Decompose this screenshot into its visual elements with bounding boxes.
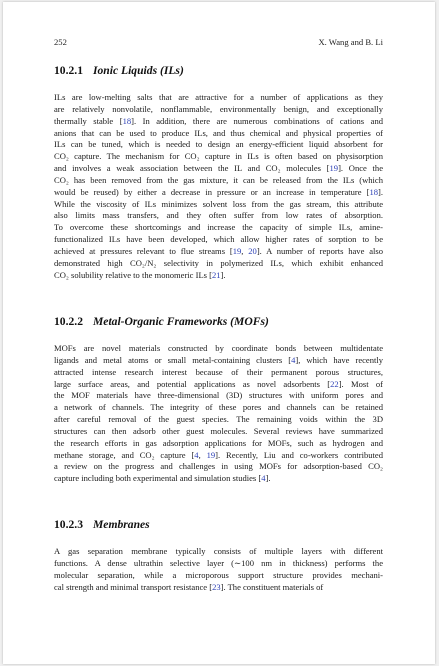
- text-run: To overcome these shortcomings and increase the capacity of simple ILs, amine-: [54, 222, 383, 233]
- text-run: a network of channels. The integrity of these pores and channels can be retained: [54, 402, 383, 413]
- text-run: CO₂ has been removed from the gas mixture, it can be released from the ILs (which: [54, 174, 383, 185]
- citation-link[interactable]: 19: [206, 449, 216, 460]
- text-run: ]. The constituent materials of: [220, 581, 324, 592]
- text-line: [54, 582, 383, 594]
- text-line: [54, 116, 383, 128]
- text-run: ,: [198, 449, 207, 460]
- text-run: thermally stable [: [54, 115, 123, 126]
- text-line: [54, 426, 383, 438]
- citation-link[interactable]: 20: [248, 245, 257, 256]
- text-run: ]. Most of: [338, 378, 384, 389]
- citation-link[interactable]: 22: [330, 378, 339, 389]
- text-line: [54, 343, 383, 355]
- text-run: functionalized ILs have been developed, which allow higher rates of sorption to be: [54, 234, 383, 245]
- text-run: anions that can be used to produce ILs, and thus chemical and physical properties of: [54, 127, 383, 138]
- citation-link[interactable]: 23: [212, 581, 221, 592]
- section-heading: [54, 518, 383, 531]
- text-line: [54, 199, 383, 211]
- text-run: large surface areas, and potential applications as novel adsorbents [: [54, 378, 331, 389]
- section-ionic-liquids: [54, 64, 383, 282]
- text-run: While the viscosity of ILs minimizes solvent loss from the gas stream, this attribute: [54, 198, 383, 209]
- text-line: [54, 246, 383, 258]
- text-run: ILs are low-melting salts that are attractive for a number of applications as they: [54, 92, 383, 102]
- text-run: after careful removal of the guest species. The remaining voids within the 3D: [54, 414, 383, 425]
- text-run: the MOF materials have three-dimensional (3D) structures with uniform pores and: [54, 390, 383, 401]
- text-run: are relatively nonvolatile, nonflammable, environmentally benign, and exceptionally: [54, 103, 383, 114]
- text-run: ]. Recently, Liu and co-workers contributed: [215, 449, 384, 460]
- text-run: CO₂ capture. The mechanism for CO₂ capture in ILs is often based on physisorption: [54, 151, 383, 162]
- text-line: [54, 175, 383, 187]
- text-line: [54, 270, 383, 282]
- text-run: ,: [241, 245, 249, 256]
- text-line: [54, 355, 383, 367]
- text-run: also limits mass transfers, and they often suffer from low rates of absorption.: [54, 210, 383, 221]
- text-line: [54, 450, 383, 462]
- text-run: ]. In addition, there are numerous combinations of cations and: [131, 115, 383, 126]
- text-run: MOFs are novel materials constructed by coordinate bonds between multidentate: [54, 343, 383, 353]
- text-line: [54, 163, 383, 175]
- text-run: and involves a weak association between the IL and CO₂ molecules [: [54, 163, 330, 174]
- section-number: 10.2.2: [54, 315, 83, 328]
- running-head: [54, 37, 383, 47]
- text-run: ].: [265, 473, 271, 484]
- citation-link[interactable]: 4: [261, 473, 266, 484]
- citation-link[interactable]: 19: [232, 245, 242, 256]
- section-number: 10.2.3: [54, 518, 83, 531]
- text-run: demonstrated high CO₂/N₂ selectivity in polymerized ILs, which exhibit enhanced: [54, 257, 383, 268]
- running-head-authors: X. Wang and B. Li: [318, 37, 383, 47]
- text-line: [54, 546, 383, 558]
- text-run: functions. A dense ultrathin selective layer (∼100 nm in thickness) performs the: [54, 557, 383, 568]
- text-run: a review on the progress and challenges in using MOFs for adsorption-based CO₂: [54, 461, 383, 472]
- section-body: [54, 546, 383, 593]
- text-run: methane storage, and CO₂ capture [: [54, 449, 195, 460]
- section-body: [54, 92, 383, 282]
- document-page: [3, 2, 435, 664]
- section-title: Ionic Liquids (ILs): [92, 64, 184, 77]
- text-run: achieved at pressures relevant to flue streams [: [54, 245, 233, 256]
- section-mofs: [54, 315, 383, 485]
- section-title: Metal-Organic Frameworks (MOFs): [92, 315, 269, 328]
- section-body: [54, 343, 383, 485]
- text-line: [54, 438, 383, 450]
- text-run: ]. Once the: [338, 163, 384, 174]
- text-line: [54, 92, 383, 104]
- text-run: would be reused) by either a decrease in pressure or an increase in temperature [: [54, 186, 370, 197]
- text-line: [54, 222, 383, 234]
- citation-link[interactable]: 18: [122, 115, 132, 126]
- text-run: ligands and metal atoms or small metal-containing clusters [: [54, 354, 292, 365]
- text-run: molecular separation, while a microporous support structure provides mechani-: [54, 569, 383, 580]
- text-line: [54, 402, 383, 414]
- text-line: [54, 258, 383, 270]
- text-run: structures can then adsorb other guest molecules. Several reviews have summarized: [54, 425, 383, 436]
- section-heading: [54, 64, 383, 77]
- text-line: [54, 210, 383, 222]
- citation-link[interactable]: 4: [291, 354, 296, 365]
- text-run: ].: [220, 269, 226, 280]
- text-line: [54, 461, 383, 473]
- text-run: capture including both experimental and simulation studies [: [54, 473, 262, 484]
- section-heading: [54, 315, 383, 328]
- text-line: [54, 367, 383, 379]
- text-run: attracted intense research interest because of their permanent porous structures,: [54, 366, 383, 377]
- section-title: Membranes: [92, 518, 150, 531]
- text-line: [54, 104, 383, 116]
- text-run: the research efforts in gas adsorption applications for MOFs, such as hydrogen and: [54, 437, 383, 448]
- text-line: [54, 414, 383, 426]
- text-run: A gas separation membrane typically consists of multiple layers with different: [54, 546, 383, 556]
- citation-link[interactable]: 19: [329, 163, 339, 174]
- text-run: ]. A number of reports have also: [256, 245, 383, 256]
- text-line: [54, 570, 383, 582]
- text-line: [54, 128, 383, 140]
- text-run: ].: [378, 186, 383, 197]
- text-run: CO₂ solubility relative to the monomeric ILs [: [54, 269, 212, 280]
- text-line: [54, 139, 383, 151]
- page-number: 252: [54, 37, 67, 47]
- citation-link[interactable]: 18: [369, 186, 379, 197]
- text-line: [54, 390, 383, 402]
- text-line: [54, 379, 383, 391]
- text-run: ], which have recently: [295, 354, 384, 365]
- text-line: [54, 558, 383, 570]
- text-line: [54, 234, 383, 246]
- text-run: ILs can be tuned, which is needed to design an energy-efficient liquid absorbent for: [54, 139, 383, 150]
- citation-link[interactable]: 4: [194, 449, 199, 460]
- text-line: [54, 151, 383, 163]
- section-membranes: [54, 518, 383, 593]
- citation-link[interactable]: 21: [211, 269, 221, 280]
- section-number: 10.2.1: [54, 64, 83, 77]
- text-line: [54, 473, 383, 485]
- text-run: cal strength and minimal transport resistance [: [54, 581, 213, 592]
- text-line: [54, 187, 383, 199]
